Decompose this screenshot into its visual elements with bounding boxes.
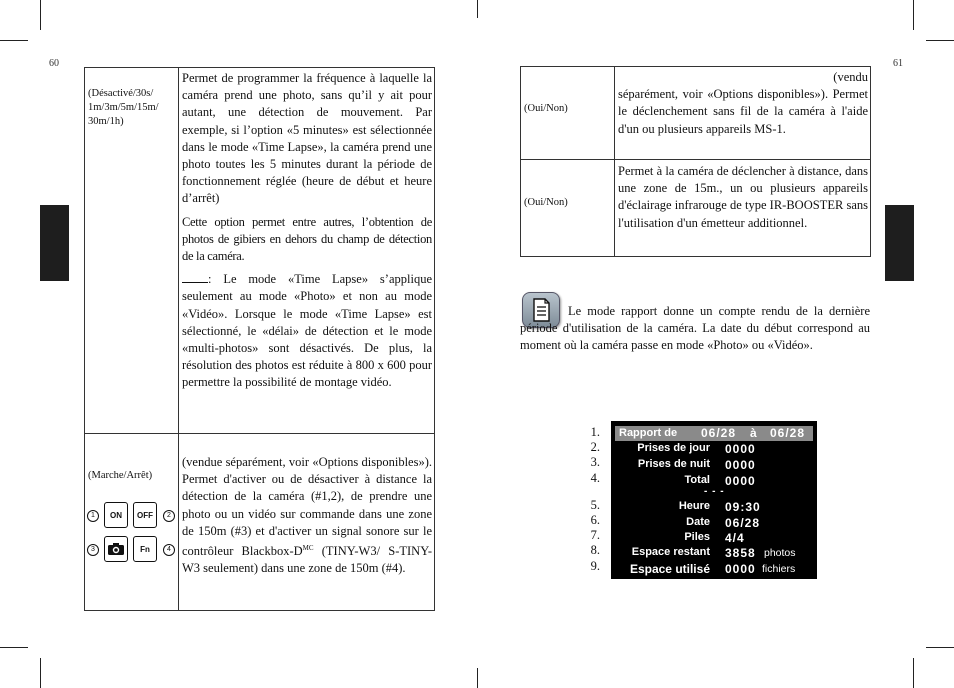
report-value-total: 0000 — [725, 474, 756, 488]
report-unit-files: fichiers — [762, 563, 796, 575]
marker-4: 4 — [163, 544, 175, 556]
report-header-label: Rapport de — [619, 427, 678, 439]
option-values: (Marche/Arrêt) — [88, 470, 153, 481]
crop-mark — [0, 40, 28, 41]
paragraph: Cette option permet entre autres, l’obtention de photos de gibiers en dehors du champ de détection de la caméra. — [182, 214, 432, 264]
crop-mark — [926, 647, 954, 648]
left-table-row2-desc-cell — [178, 433, 435, 611]
description — [182, 454, 432, 578]
note-text: Le mode rapport donne un compte rendu de la dernière période d'utilisation de la caméra. La date du début correspond au moment où la caméra passe en mode «Photo» ou «Vidéo». — [520, 304, 870, 353]
fn-button: Fn — [133, 536, 157, 562]
report-label-night: Prises de nuit — [637, 458, 710, 470]
marker-2: 2 — [163, 510, 175, 522]
report-separator: - - - — [704, 486, 725, 497]
description-text-end: (TINY-W3/ S-TINY-W3 seulement) dans une zone de 150m (#4). — [182, 544, 432, 576]
on-button: ON — [104, 502, 128, 528]
line-number: 4. — [590, 470, 600, 485]
left-table-row1-option-cell — [84, 67, 179, 434]
description — [618, 69, 868, 138]
report-label-date: Date — [686, 516, 710, 528]
page-number-right: 61 — [893, 58, 903, 69]
report-date-separator: à — [750, 426, 758, 440]
description-text: (vendue séparément, voir «Options disponibles»). Permet d'activer ou de désactiver à distance la détection de la caméra (#1,2), de prendre une photo ou un vidéo sur commande dans une zone de 150m (#3) et d'activer un signal sonore sur le contrôleur Blackbox-D — [182, 455, 432, 559]
report-value-space-used: 0000 — [725, 562, 756, 576]
camera-icon — [108, 543, 124, 555]
description-first-line: (vendu — [833, 70, 868, 84]
report-value-night: 0000 — [725, 458, 756, 472]
report-screen — [611, 421, 817, 579]
description-text: séparément, voir «Options disponibles»). Permet le déclenchement sans fil de la caméra à l'aide d'un ou plusieurs appareils MS-1. — [618, 87, 868, 136]
page-number-left: 60 — [49, 58, 59, 69]
line-number: 6. — [590, 513, 600, 528]
crop-mark — [40, 0, 41, 30]
report-value-date: 06/28 — [725, 516, 761, 530]
line-number: 9. — [590, 558, 600, 573]
camera-button — [104, 536, 128, 562]
line-number: 1. — [590, 425, 600, 439]
right-table-row1-desc-cell — [614, 66, 871, 160]
report-label-time: Heure — [678, 500, 710, 512]
report-line-numbers — [584, 425, 600, 574]
line-number: 5. — [590, 497, 600, 512]
crop-mark — [0, 647, 28, 648]
line-number: 8. — [590, 543, 600, 558]
report-label-space-left: Espace restant — [631, 546, 710, 558]
left-thumb-tab — [40, 205, 69, 281]
crop-mark — [926, 40, 954, 41]
option-values: (Oui/Non) — [524, 103, 568, 114]
trademark-sup: MC — [302, 544, 314, 553]
note-paragraph — [182, 271, 432, 391]
note-text: : Le mode «Time Lapse» s’applique seulement au mode «Photo» et non au mode «Vidéo». Lorsque le mode «Time Lapse» est sélectionné, le «délai» de détection et le mode «multi-photos» sont désactivés. De plus, la résolution des photos est réduite à 800 x 600 pour permettre la possibilité de montage vidéo. — [182, 272, 432, 390]
report-label-space-used: Espace utilisé — [629, 562, 710, 576]
off-button: OFF — [133, 502, 157, 528]
description — [182, 70, 432, 398]
report-value-space-left: 3858 — [725, 546, 756, 560]
right-table-row2-desc-cell — [614, 159, 871, 257]
line-number: 3. — [590, 455, 600, 470]
crop-mark — [913, 0, 914, 30]
report-date-to: 06/28 — [770, 426, 806, 440]
marker-3: 3 — [87, 544, 99, 556]
option-values: (Oui/Non) — [524, 197, 568, 208]
report-unit-photos: photos — [764, 547, 796, 559]
marker-1: 1 — [87, 510, 99, 522]
report-value-time: 09:30 — [725, 500, 761, 514]
line-number: 2. — [590, 440, 600, 455]
report-label-day: Prises de jour — [637, 442, 710, 454]
crop-mark — [913, 658, 914, 688]
right-thumb-tab — [885, 205, 914, 281]
crop-mark — [477, 0, 478, 18]
left-table-row2-option-cell — [84, 433, 179, 611]
report-value-batteries: 4/4 — [725, 531, 745, 545]
report-label-total: Total — [684, 474, 710, 486]
option-values: (Désactivé/30s/ 1m/3m/5m/15m/ 30m/1h) — [88, 88, 159, 127]
line-number: 7. — [590, 528, 600, 543]
description: Permet à la caméra de déclencher à distance, dans une zone de 15m., un ou plusieurs appareils d'éclairage infrarouge de type IR-BOOSTER sans l'utilisation d'un émetteur additionnel. — [618, 164, 868, 230]
left-table-row1-desc-cell — [178, 67, 435, 434]
right-table-row1-option-cell — [520, 66, 615, 160]
report-label-batteries: Piles — [684, 531, 710, 543]
report-date-from: 06/28 — [701, 426, 737, 440]
blank-line — [182, 282, 208, 283]
paragraph: Permet de programmer la fréquence à laquelle la caméra prend une photo, sans qu’il y ait pour autant, une détection de mouvement. Par exemple, si l’option «5 minutes» est sélectionnée dans le mode «Time Lapse», la caméra prend une photo toutes les 5 minutes durant la période de fonctionnement réglée (heure de début et heure d’arrêt) — [182, 71, 432, 206]
report-value-day: 0000 — [725, 442, 756, 456]
crop-mark — [477, 668, 478, 688]
right-table-row2-option-cell — [520, 159, 615, 257]
crop-mark — [40, 658, 41, 688]
